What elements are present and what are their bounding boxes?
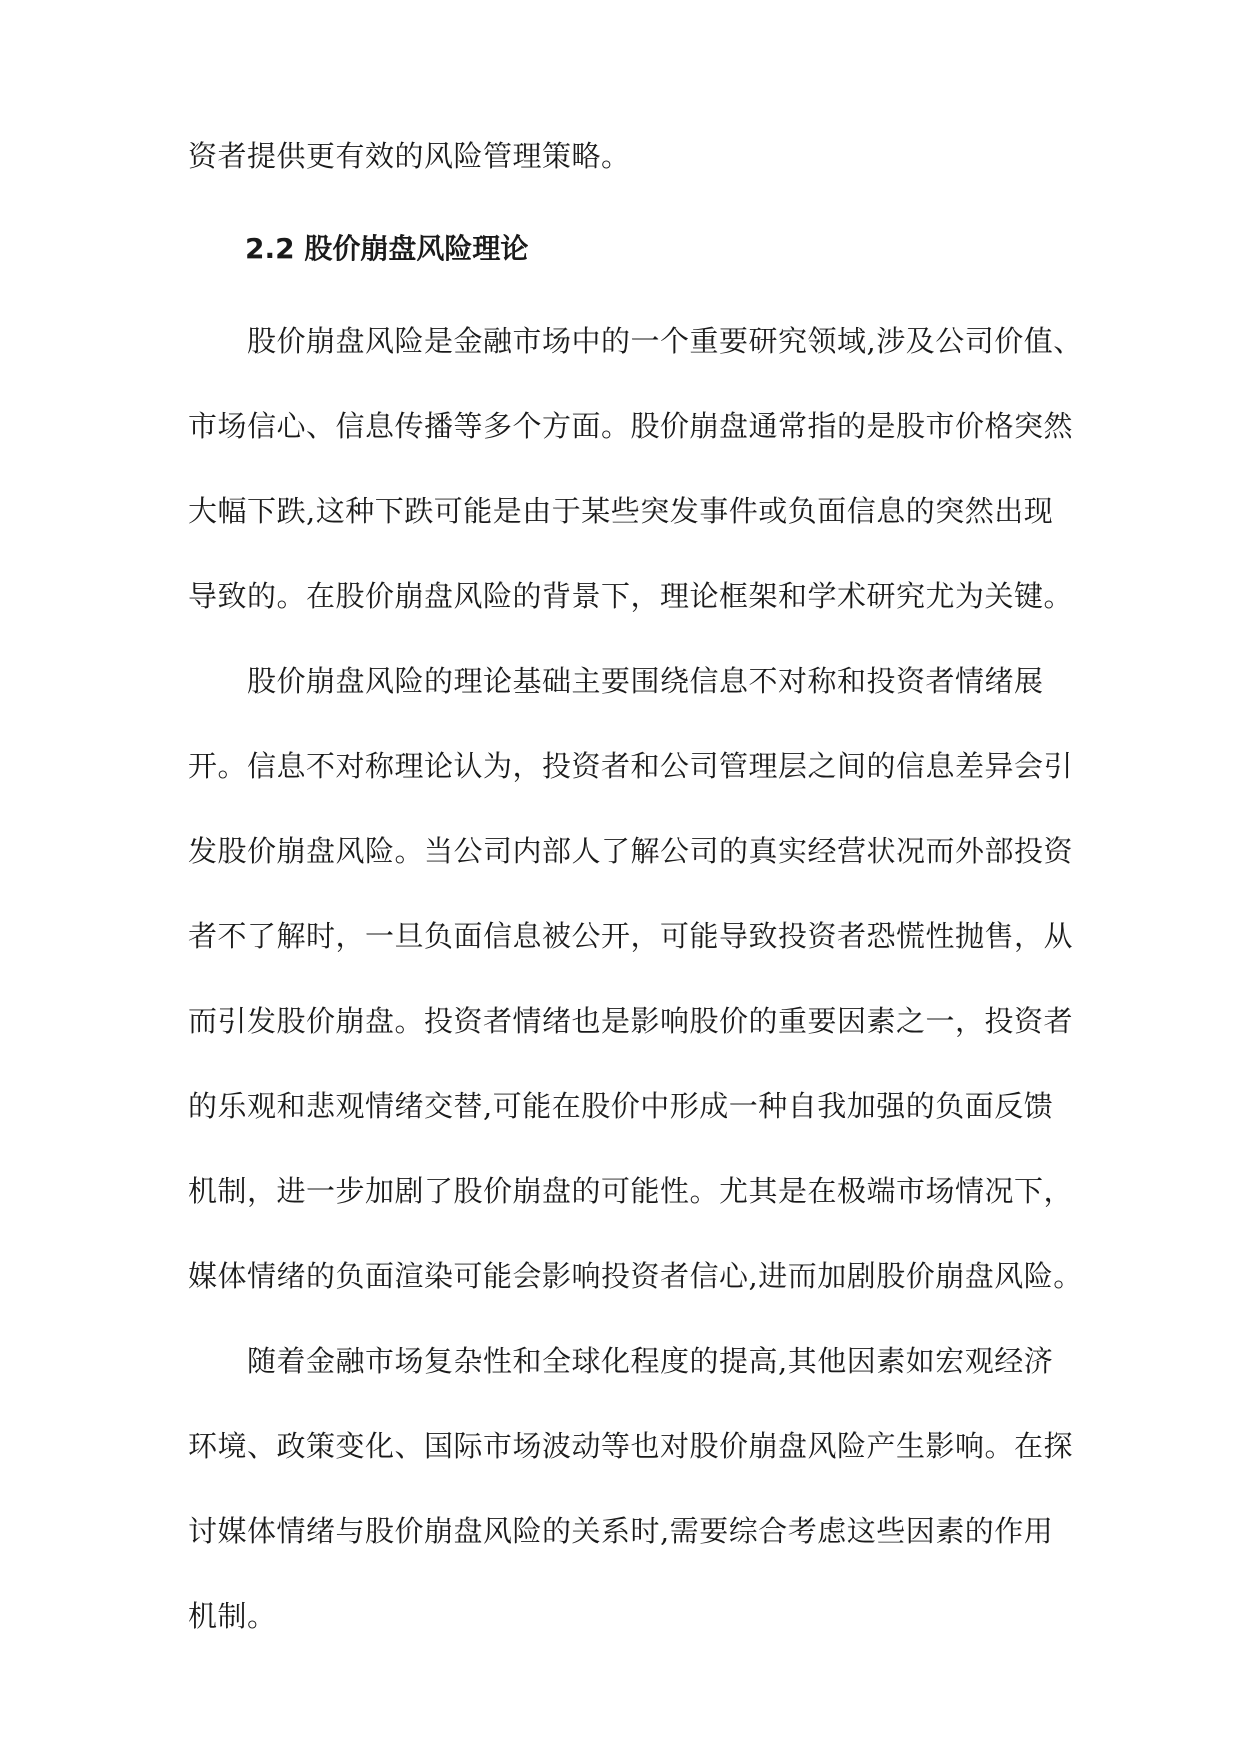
paragraph-line: 的乐观和悲观情绪交替,可能在股价中形成一种自我加强的负面反馈 (188, 1089, 1054, 1123)
paragraph-line: 股价崩盘风险的理论基础主要围绕信息不对称和投资者情绪展 (188, 664, 1044, 698)
paragraph-line: 媒体情绪的负面渲染可能会影响投资者信心,进而加剧股价崩盘风险。 (188, 1259, 1083, 1293)
continuation-text: 资者提供更有效的风险管理策略。 (188, 139, 631, 173)
paragraph-line: 导致的。在股价崩盘风险的背景下，理论框架和学术研究尤为关键。 (188, 579, 1074, 613)
paragraph-line: 讨媒体情绪与股价崩盘风险的关系时,需要综合考虑这些因素的作用 (188, 1514, 1054, 1548)
paragraph-line: 发股价崩盘风险。当公司内部人了解公司的真实经营状况而外部投资 (188, 834, 1074, 868)
paragraph-line: 股价崩盘风险是金融市场中的一个重要研究领域,涉及公司价值、 (188, 324, 1083, 358)
paragraph-line: 而引发股价崩盘。投资者情绪也是影响股价的重要因素之一，投资者 (188, 1004, 1074, 1038)
paragraph-line: 机制。 (188, 1599, 277, 1633)
paragraph-line: 市场信心、信息传播等多个方面。股价崩盘通常指的是股市价格突然 (188, 409, 1074, 443)
paragraph-line: 者不了解时，一旦负面信息被公开，可能导致投资者恐慌性抛售，从 (188, 919, 1074, 953)
paragraph-line: 机制，进一步加剧了股价崩盘的可能性。尤其是在极端市场情况下， (188, 1174, 1074, 1208)
section-heading: 2.2 股价崩盘风险理论 (245, 232, 529, 265)
paragraph-line: 开。信息不对称理论认为，投资者和公司管理层之间的信息差异会引 (188, 749, 1074, 783)
paragraph-line: 大幅下跌,这种下跌可能是由于某些突发事件或负面信息的突然出现 (188, 494, 1054, 528)
paragraph-line: 随着金融市场复杂性和全球化程度的提高,其他因素如宏观经济 (188, 1344, 1054, 1378)
paragraph-line: 环境、政策变化、国际市场波动等也对股价崩盘风险产生影响。在探 (188, 1429, 1074, 1463)
